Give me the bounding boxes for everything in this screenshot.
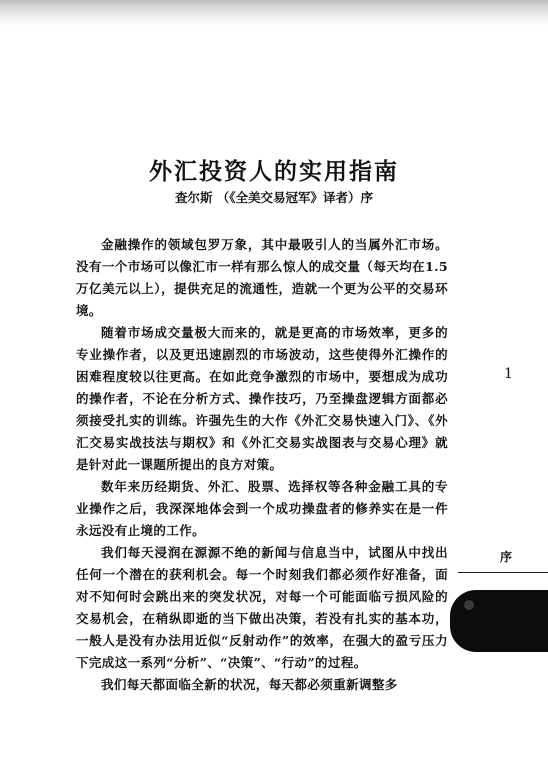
paragraph-1: 金融操作的领域包罗万象，其中最吸引人的当属外汇市场。没有一个市场可以像汇市一样有那么惊人的成交量（每天均在1.5万亿美元以上），提供充足的流通性，造就一个更为公平的交易环境。 xyxy=(76,237,448,318)
body-text xyxy=(76,234,448,696)
page-number: 1 xyxy=(504,366,513,382)
paragraph-5: 我们每天都面临全新的状况，每天都必须重新调整多 xyxy=(101,677,398,692)
page-title: 外汇投资人的实用指南 xyxy=(149,158,399,185)
scan-shadow-bar xyxy=(0,0,548,26)
margin-divider xyxy=(458,572,548,573)
paragraph-4: 我们每天浸润在源源不绝的新闻与信息当中，试图从中找出任何一个潜在的获利机会。每一个时刻我们都必须作好准备，面对不知何时会跳出来的突发状况，对每一个可能面临亏损风险的交易机会，在稍纵即逝的当下做出决策，若没有扎实的基本功，一般人是没有办法用近似“反射动作”的效率，在强大的盈亏压力下完成这一系列“分析”、“决策”、“行动”的过程。 xyxy=(76,545,448,670)
paragraph-2: 随着市场成交量极大而来的，就是更高的市场效率，更多的专业操作者，以及更迅速剧烈的市场波动，这些使得外汇操作的困难程度较以往更高。在如此竞争激烈的市场中，要想成为成功的操作者，不论在分析方式、操作技巧，乃至操盘逻辑方面都必须接受扎实的训练。许强先生的大作《外汇交易快速入门》、《外汇交易实战技法与期权》和《外汇交易实战图表与交易心理》就是针对此一课题所提出的良方对策。 xyxy=(76,325,448,472)
paragraph-3: 数年来历经期货、外汇、股票、选择权等各种金融工具的专业操作之后，我深深地体会到一个成功操盘者的修养实在是一件永远没有止境的工作。 xyxy=(76,479,448,538)
thumb-index-tab xyxy=(450,590,548,652)
tab-highlight xyxy=(464,600,474,610)
page-subtitle: 查尔斯 （《全美交易冠军》译者）序 xyxy=(174,190,374,205)
section-label: 序 xyxy=(500,550,513,564)
